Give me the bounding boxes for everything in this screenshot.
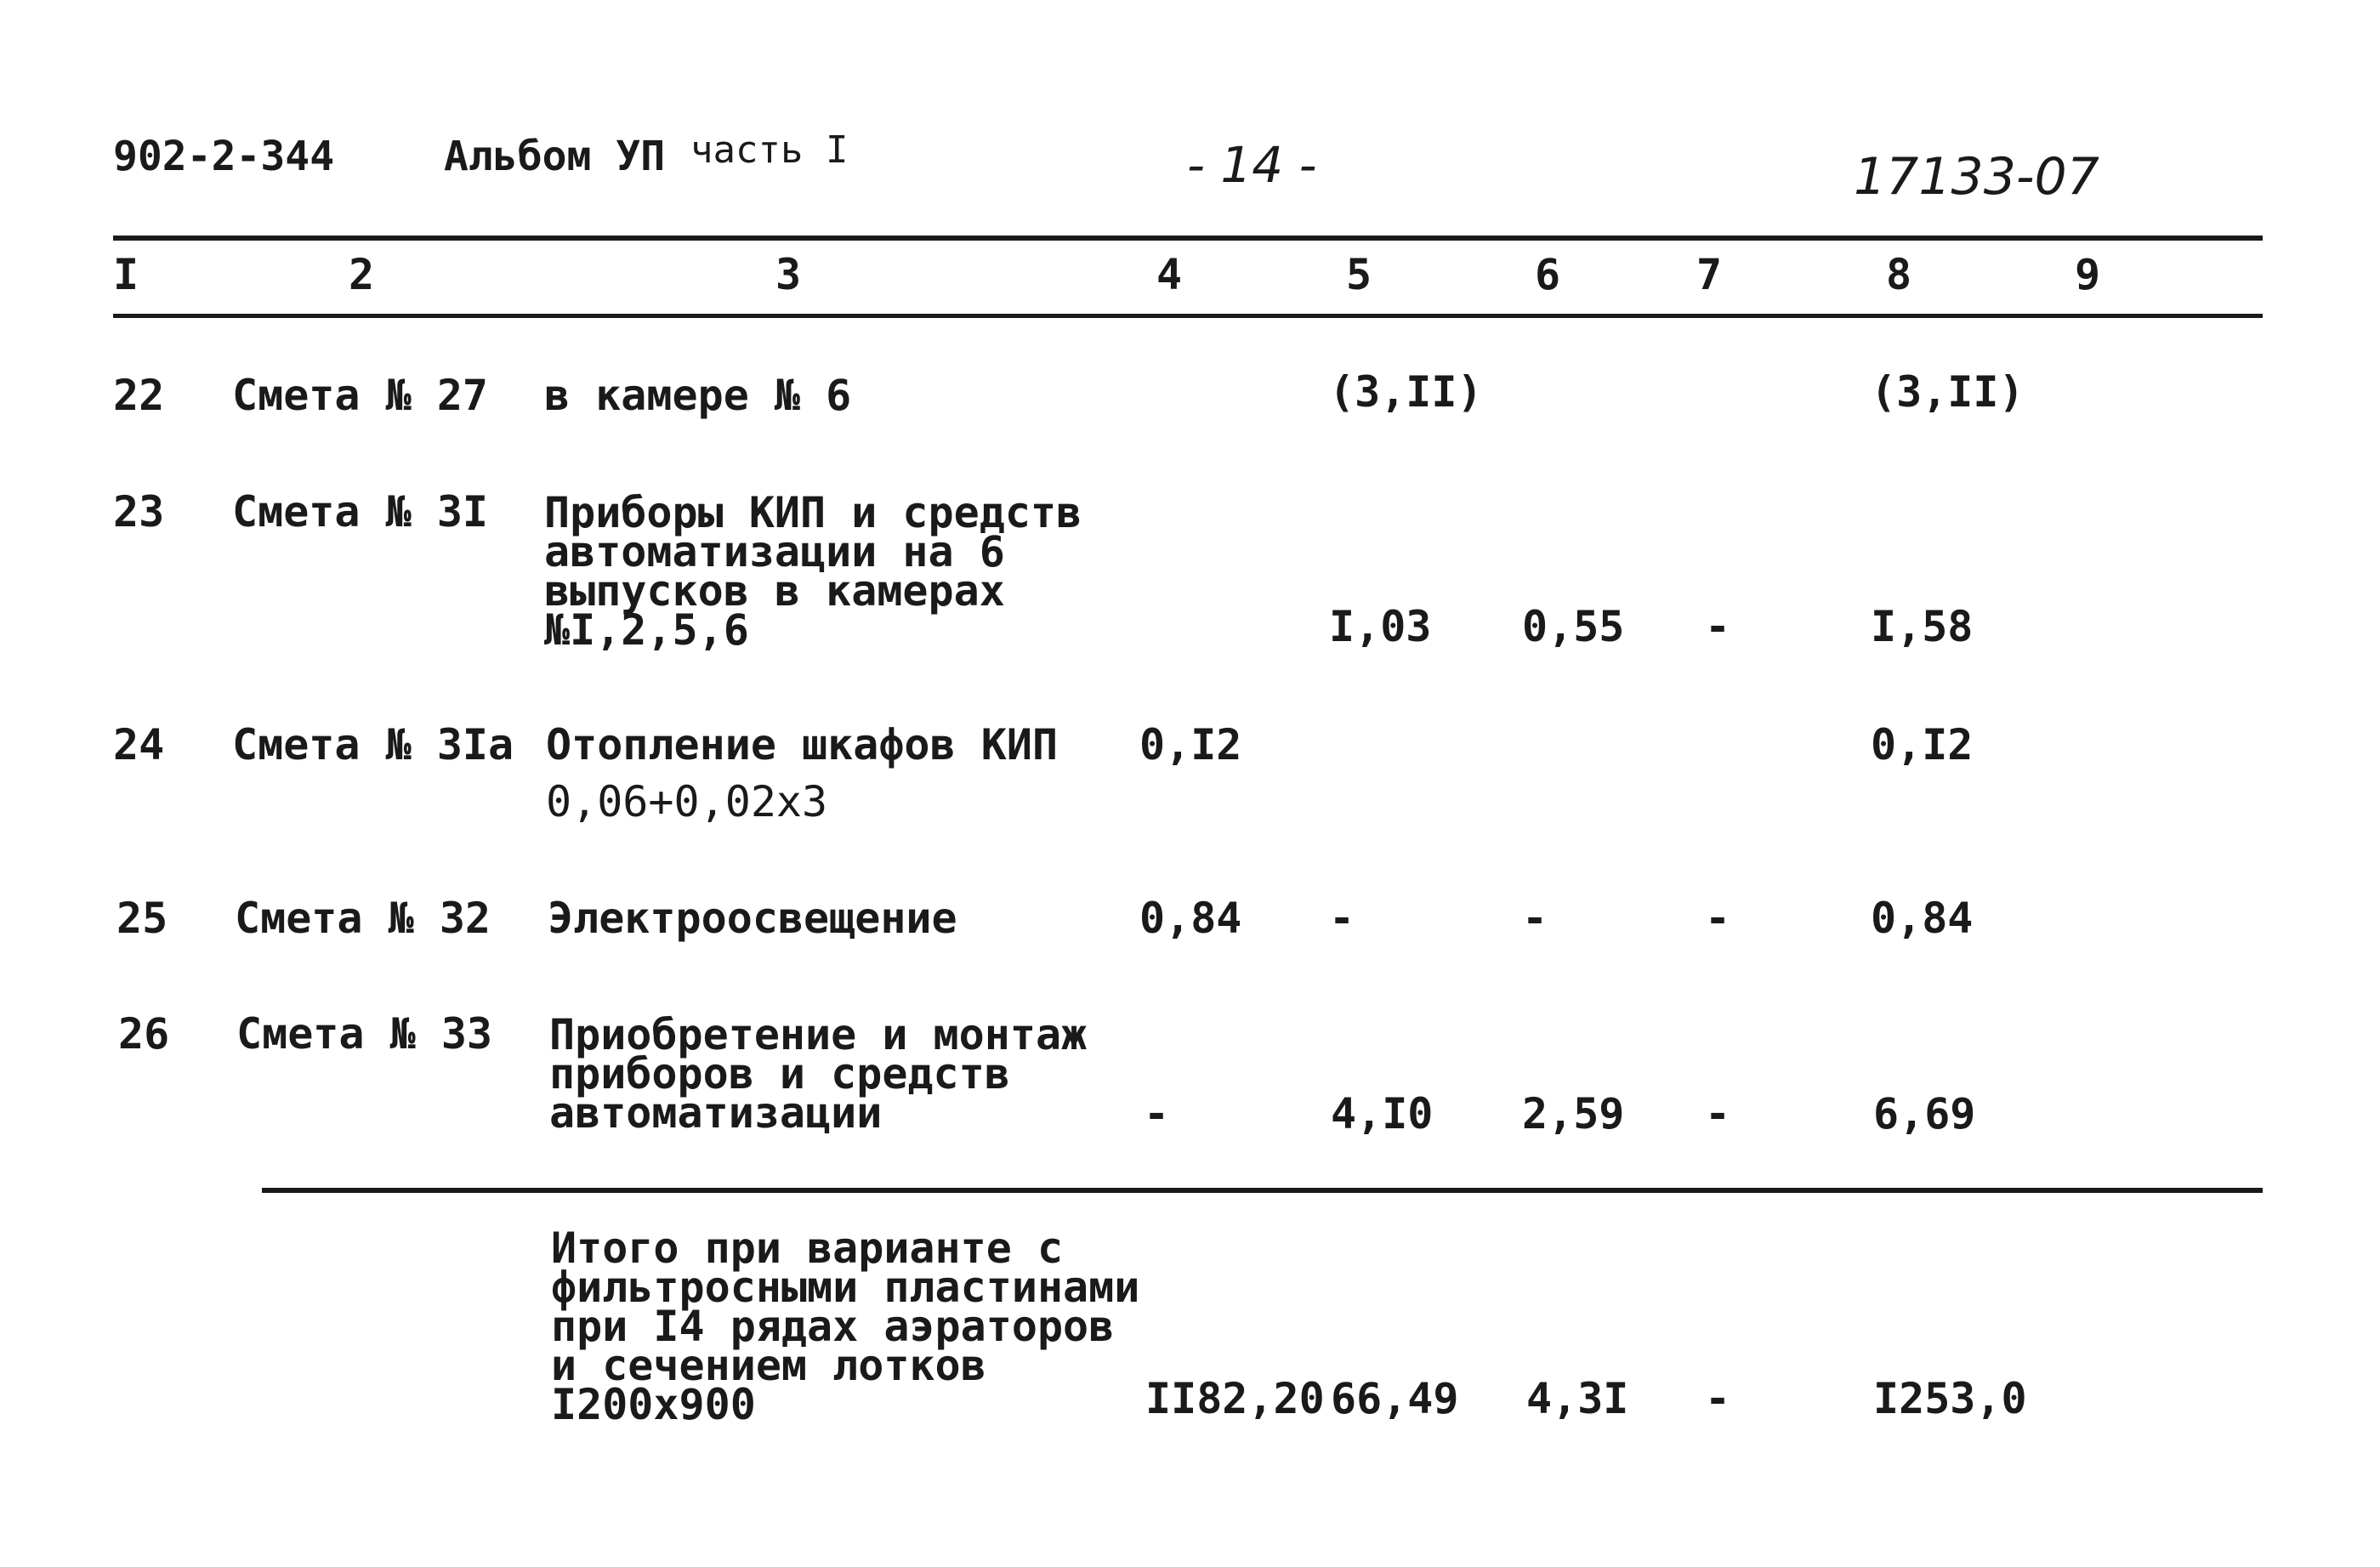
row-description: Отопление шкафов КИП	[546, 720, 1059, 769]
total-description: Итого при варианте с фильтросными пластинами при I4 рядах аэраторов и сечением лотков I200х900	[551, 1224, 1140, 1429]
cell-col4: 0,I2	[1139, 720, 1242, 769]
cell-col5: 4,I0	[1331, 1089, 1434, 1138]
total-col4: II82,20	[1145, 1374, 1325, 1423]
cell-col8: (3,II)	[1871, 367, 2025, 417]
cell-col8: 0,I2	[1871, 720, 1974, 769]
row-number: 26	[118, 1009, 170, 1059]
estimate-ref: Смета № 3I	[232, 487, 489, 537]
cell-col5: I,03	[1329, 602, 1432, 651]
total-col5: 66,49	[1331, 1374, 1459, 1423]
cell-col6: 2,59	[1522, 1089, 1625, 1138]
row-number: 24	[113, 720, 165, 769]
row-number: 25	[116, 894, 168, 943]
total-col6: 4,3I	[1526, 1374, 1629, 1423]
row-description-formula: 0,06+0,02х3	[546, 777, 828, 826]
cell-col8: 0,84	[1871, 894, 1974, 943]
estimate-ref: Смета № 27	[232, 371, 489, 420]
column-header: 2	[349, 250, 375, 299]
reference-number: 17133-07	[1854, 147, 2099, 207]
estimate-ref: Смета № 33	[236, 1009, 493, 1059]
column-header: 4	[1156, 250, 1183, 299]
column-header: I	[113, 250, 139, 299]
row-description: Приобретение и монтаж приборов и средств автоматизации	[549, 1010, 1088, 1138]
page-number: - 14 -	[1187, 136, 1317, 194]
cell-col4: -	[1144, 1089, 1170, 1138]
part-label: часть I	[690, 128, 849, 172]
column-header: 5	[1346, 250, 1372, 299]
header-top-rule	[113, 236, 2263, 241]
cell-col7: -	[1705, 894, 1731, 943]
row-description: Приборы КИП и средств автоматизации на 6 выпусков в камерах №I,2,5,6	[544, 488, 1082, 655]
column-header: 6	[1535, 250, 1561, 299]
column-header: 3	[775, 250, 802, 299]
total-col8: I253,0	[1873, 1374, 2027, 1423]
total-separator-rule	[262, 1188, 2263, 1193]
cell-col7: -	[1705, 1089, 1731, 1138]
row-description: Электроосвещение	[548, 894, 957, 943]
row-description: в камере № 6	[544, 371, 852, 420]
album-label: Альбом УП	[444, 133, 666, 180]
cell-col4: 0,84	[1139, 894, 1242, 943]
column-header: 8	[1886, 250, 1912, 299]
cell-col5: -	[1329, 894, 1355, 943]
cell-col5: (3,II)	[1329, 367, 1483, 417]
estimate-ref: Смета № 32	[235, 894, 491, 943]
column-header: 9	[2075, 250, 2101, 299]
document-code: 902-2-344	[113, 133, 335, 180]
cell-col6: -	[1522, 894, 1548, 943]
header-bottom-rule	[113, 314, 2263, 318]
row-number: 23	[113, 487, 165, 537]
column-header: 7	[1696, 250, 1723, 299]
total-col7: -	[1705, 1374, 1731, 1423]
cell-col7: -	[1705, 602, 1731, 651]
row-number: 22	[113, 371, 165, 420]
cell-col6: 0,55	[1522, 602, 1625, 651]
cell-col8: 6,69	[1873, 1089, 1976, 1138]
cell-col8: I,58	[1871, 602, 1974, 651]
estimate-ref: Смета № 3Iа	[232, 720, 514, 769]
